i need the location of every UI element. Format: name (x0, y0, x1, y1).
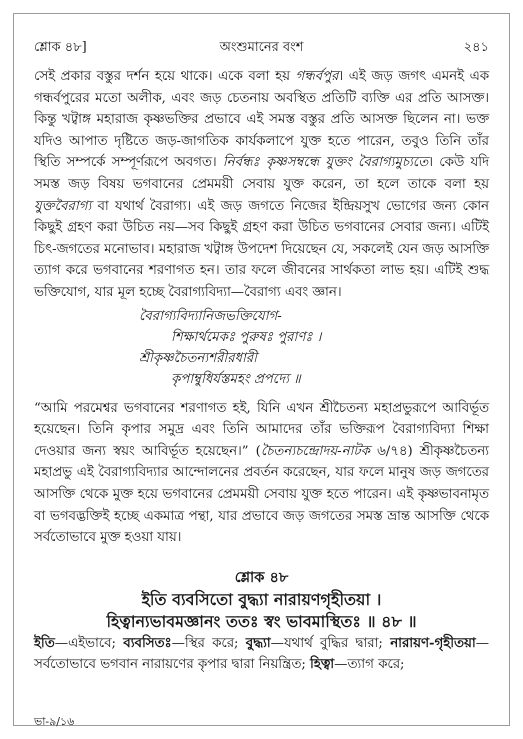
synonym-meaning: —ত্যাগ করে; (334, 657, 405, 673)
synonym-meaning: —সর্বতোভাবে ভগবান নারায়ণের কৃপার দ্বারা নিয়ন্ত্রিত; (34, 635, 490, 673)
term-yukta-vairagya: যুক্তবৈরাগ্য (34, 198, 92, 214)
printer-signature: ভা-৯/১৬ (34, 715, 75, 728)
synonym-word: ব্যবসিতঃ (123, 635, 172, 651)
header-verse-ref: শ্লোক ৪৮] (34, 40, 87, 55)
sloka-line-1: ইতি ব্যবসিতো বুদ্ধ্যা নারায়ণগৃহীতয়া । (141, 589, 382, 609)
term-gandharvapura: গন্ধর্বপুর (295, 69, 339, 84)
sloka-heading: শ্লোক ৪৮ (234, 568, 289, 586)
synonyms-paragraph (34, 633, 489, 676)
page-number: ২৪১ (463, 40, 489, 55)
page-content (34, 66, 489, 676)
sanskrit-quote: নির্বন্ধঃ কৃষ্ণসম্বন্ধে যুক্তং বৈরাগ্যমুচ্যতে (222, 155, 429, 171)
running-header (34, 38, 489, 59)
sloka-line-2: হিত্বান্যভাবমজ্ঞানং ততঃ স্বং ভাবমাস্থিতঃ ॥ ৪৮ ॥ (106, 611, 417, 631)
synonym-word: বুদ্ধ্যা (245, 635, 271, 651)
synonym-meaning: —স্থির করে; (171, 635, 246, 651)
text-run: । কেউ যদি সমস্ত জড় বিষয় ভগবানের প্রেমময়ী সেবায় যুক্ত করেন, তা হলে তাকে বলা হয় (34, 155, 489, 192)
text-run: ৬/৭৪) শ্রীকৃষ্ণচৈতন্য মহাপ্রভু এই বৈরাগ্যবিদ্যার আন্দোলনের প্রবর্তন করেছেন, যার ফলে মানুষ জড় জগতের আসক্তি থেকে মুক্ত হয়ে ভগবানের প্রেমময়ী সেবায় যুক্ত হতে পারেন। এই কৃষ্ণভাবনামৃত বা ভগবদ্ভক্তিই হচ্ছে একমাত্র পন্থা, যার প্রভাবে জড় জগতের সমস্ত ভ্রান্ত আসক্তি থেকে সর্বতোভাবে মুক্ত হওয়া যায়। (34, 443, 489, 546)
verse-line: কৃপাম্বুধির্যস্তমহং প্রপদ্যে ॥ (171, 371, 301, 387)
source-citation: চৈতন্যচন্দ্রোদয়-নাটক (260, 443, 370, 459)
purport-paragraph-2 (34, 398, 489, 549)
synonym-word: ইতি (34, 635, 55, 651)
synonym-word: হিত্বা (310, 657, 335, 673)
header-chapter-title: অংশুমানের বংশ (219, 40, 304, 55)
text-run: । এই জড় জগৎ এমনই এক গন্ধর্বপুরের মতো অলীক, এবং জড় চেতনায় অবস্থিত প্রতিটি ব্যক্তি এর প্রতি আসক্ত। কিন্তু খট্বাঙ্গ মহারাজ কৃষ্ণভক্তির প্রভাবে এই সমস্ত বস্তুর প্রতি আসক্ত ছিলেন না। ভক্ত যদিও আপাত দৃষ্টিতে জড়-জাগতিক কার্যকলাপে যুক্ত হতে পারেন, তবুও তিনি তাঁর স্থিতি সম্পর্কে সম্পূর্ণরূপে অবগত। (34, 69, 490, 171)
synonym-word: নারায়ণ-গৃহীতয়া (390, 635, 476, 651)
purport-paragraph-1 (34, 66, 489, 304)
synonym-meaning: —এইভাবে; (54, 635, 124, 651)
verse-line: বৈরাগ্যবিদ্যানিজভক্তিযোগ- (139, 308, 282, 324)
quoted-verse (34, 306, 489, 390)
synonym-meaning: —যথার্থ বুদ্ধির দ্বারা; (270, 635, 391, 651)
verse-line: শিক্ষার্থমেকঃ পুরুষঃ পুরাণঃ । (171, 329, 322, 345)
verse-line: শ্রীকৃষ্ণচৈতন্যশরীরধারী (139, 350, 257, 366)
text-run: বা যথার্থ বৈরাগ্য। এই জড় জগতে নিজের ইন্দ্রিয়সুখ ভোগের জন্য কোন কিছুই গ্রহণ করা উচিত নয়—সব কিছুই গ্রহণ করা উচিত ভগবানের সেবার জন্য। এটিই চিৎ-জগতের মনোভাব। মহারাজ খট্বাঙ্গ উপদেশ দিয়েছেন যে, সকলেই যেন জড় আসক্তি ত্যাগ করে ভগবানের শরণাগত হন। তার ফলে জীবনের সার্থকতা লাভ হয়। এটিই শুদ্ধ ভক্তিযোগ, যার মূল হচ্ছে বৈরাগ্যবিদ্যা—বৈরাগ্য এবং জ্ঞান। (34, 198, 489, 300)
text-run: সেই প্রকার বস্তুর দর্শন হয়ে থাকে। একে বলা হয় (34, 69, 296, 84)
text-run: “আমি পরমেশ্বর ভগবানের শরণাগত হই, যিনি এখন শ্রীচৈতন্য মহাপ্রভুরূপে আবির্ভূত হয়েছেন। তিনি কৃপার সমুদ্র এবং তিনি আমাদের তাঁর ভক্তিরূপ বৈরাগ্যবিদ্যা শিক্ষা দেওয়ার জন্য স্বয়ং আবির্ভূত হয়েছেন।” ( (34, 400, 489, 459)
